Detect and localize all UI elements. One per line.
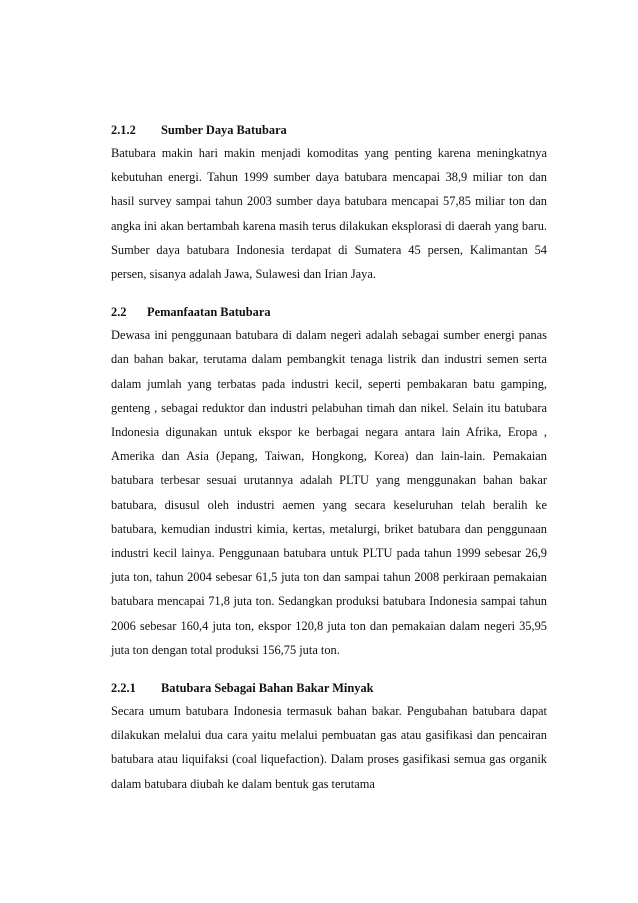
section-heading-2-1-2 — [111, 119, 547, 141]
section-title: Batubara Sebagai Bahan Bakar Minyak — [161, 681, 374, 696]
section-heading-2-2-1 — [111, 677, 547, 699]
document-body — [111, 119, 547, 796]
section-title: Pemanfaatan Batubara — [147, 305, 271, 320]
section-paragraph: Secara umum batubara Indonesia termasuk bahan bakar. Pengubahan batubara dapat dilakukan melalui dua cara yaitu melalui pembuatan gas atau gasifikasi dan pencairan batubara atau liquifaksi (coal liquefaction). Dalam proses gasifikasi semua gas organik dalam batubara diubah ke dalam bentuk gas terutama — [111, 704, 547, 791]
section-number: 2.2.1 — [111, 681, 136, 696]
section-spacer — [111, 662, 547, 677]
section-number: 2.2 — [111, 305, 127, 320]
section-paragraph: Dewasa ini penggunaan batubara di dalam negeri adalah sebagai sumber energi panas dan bahan bakar, terutama dalam pembangkit tenaga listrik dan industri semen serta dalam jumlah yang terbatas pada industri kecil, seperti pembakaran batu gamping, genteng , sebagai reduktor dan industri pelabuhan timah dan nikel. Selain itu batubara Indonesia digunakan untuk ekspor ke berbagai negara antara lain Afrika, Eropa , Amerika dan Asia (Jepang, Taiwan, Hongkong, Korea) dan lain-lain. Pemakaian batubara terbesar sesuai urutannya adalah PLTU yang menggunakan bahan bakar batubara, disusul oleh industri aemen yang secara keseluruhan telah beralih ke batubara, kemudian industri kimia, kertas, metalurgi, briket batubara dan penggunaan industri kecil lainya. Penggunaan batubara untuk PLTU pada tahun 1999 sebesar 26,9 juta ton, tahun 2004 sebesar 61,5 juta ton dan sampai tahun 2008 perkiraan pemakaian batubara mencapai 71,8 juta ton. Sedangkan produksi batubara Indonesia sampai tahun 2006 sebesar 160,4 juta ton, ekspor 120,8 juta ton dan pemakaian dalam negeri 35,95 juta ton dengan total produksi 156,75 juta ton. — [111, 328, 547, 657]
section-title: Sumber Daya Batubara — [161, 123, 287, 137]
section-number: 2.1.2 — [111, 123, 136, 137]
section-heading-2-2 — [111, 301, 547, 323]
section-spacer — [111, 286, 547, 301]
section-paragraph: Batubara makin hari makin menjadi komoditas yang penting karena meningkatnya kebutuhan energi. Tahun 1999 sumber daya batubara mencapai 38,9 miliar ton dan hasil survey sampai tahun 2003 sumber daya batubara mencapai 57,85 miliar ton dan angka ini akan bertambah karena masih terus dilakukan eksplorasi di daerah yang baru. Sumber daya batubara Indonesia terdapat di Sumatera 45 persen, Kalimantan 54 persen, sisanya adalah Jawa, Sulawesi dan Irian Jaya. — [111, 146, 547, 282]
